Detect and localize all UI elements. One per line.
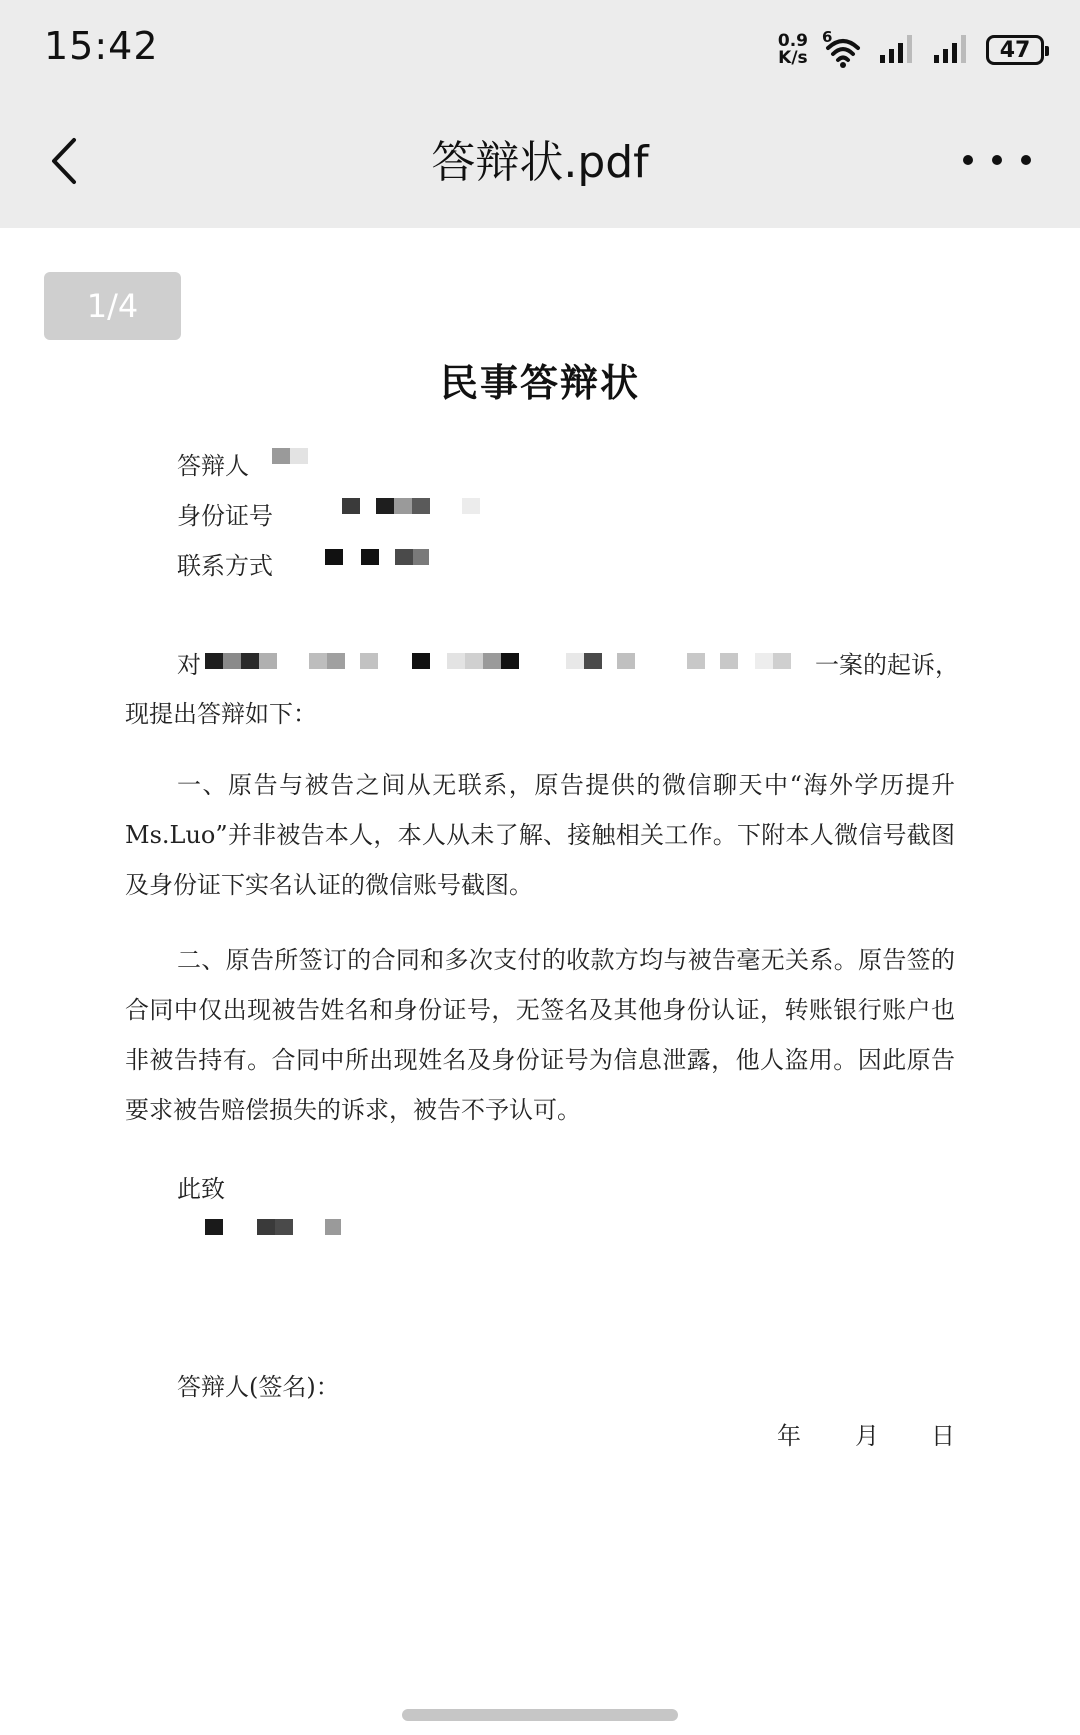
network-speed-value: 0.9 [777, 31, 808, 51]
contact-label: 联系方式 [177, 552, 273, 580]
network-speed-unit: K/s [778, 48, 808, 68]
battery-level: 47 [999, 37, 1031, 63]
home-indicator[interactable] [402, 1709, 678, 1721]
defense-point-1: 一、原告与被告之间从无联系，原告提供的微信聊天中“海外学历提升Ms.Luo”并非被告本人，本人从未了解、接触相关工作。下附本人微信号截图及身份证下实名认证的微信账号截图。 [125, 771, 955, 899]
defense-point-2: 二、原告所签订的合同和多次支付的收款方均与被告毫无关系。原告签的合同中仅出现被告姓名和身份证号，无签名及其他身份认证，转账银行账户也非被告持有。合同中所出现姓名及身份证号为信息泄露，他人盗用。因此原告要求被告赔偿损失的诉求，被告不予认可。 [125, 946, 955, 1124]
intro-suffix: 一案的起诉， [815, 651, 959, 679]
status-time: 15:42 [44, 24, 159, 68]
redacted-contact [325, 549, 445, 565]
respondent-label: 答辩人 [177, 452, 249, 480]
page-indicator: 1/4 [44, 272, 181, 340]
id-number-label: 身份证号 [177, 502, 273, 530]
closing-salutation: 此致 [177, 1175, 225, 1203]
date-month: 月 [855, 1422, 879, 1450]
document-heading: 民事答辩状 [439, 361, 640, 405]
intro-line-2: 现提出答辩如下： [125, 700, 317, 728]
wifi-badge: 6 [822, 28, 833, 46]
redacted-name [272, 448, 312, 464]
intro-prefix: 对 [177, 651, 201, 679]
redacted-case-name [205, 653, 805, 669]
date-day: 日 [931, 1422, 955, 1450]
signature-label: 答辩人(签名)： [177, 1373, 340, 1401]
redacted-id-number [342, 498, 542, 514]
document-title: 答辩状.pdf [431, 137, 649, 188]
date-year: 年 [777, 1422, 801, 1450]
redacted-court-name [205, 1219, 355, 1235]
